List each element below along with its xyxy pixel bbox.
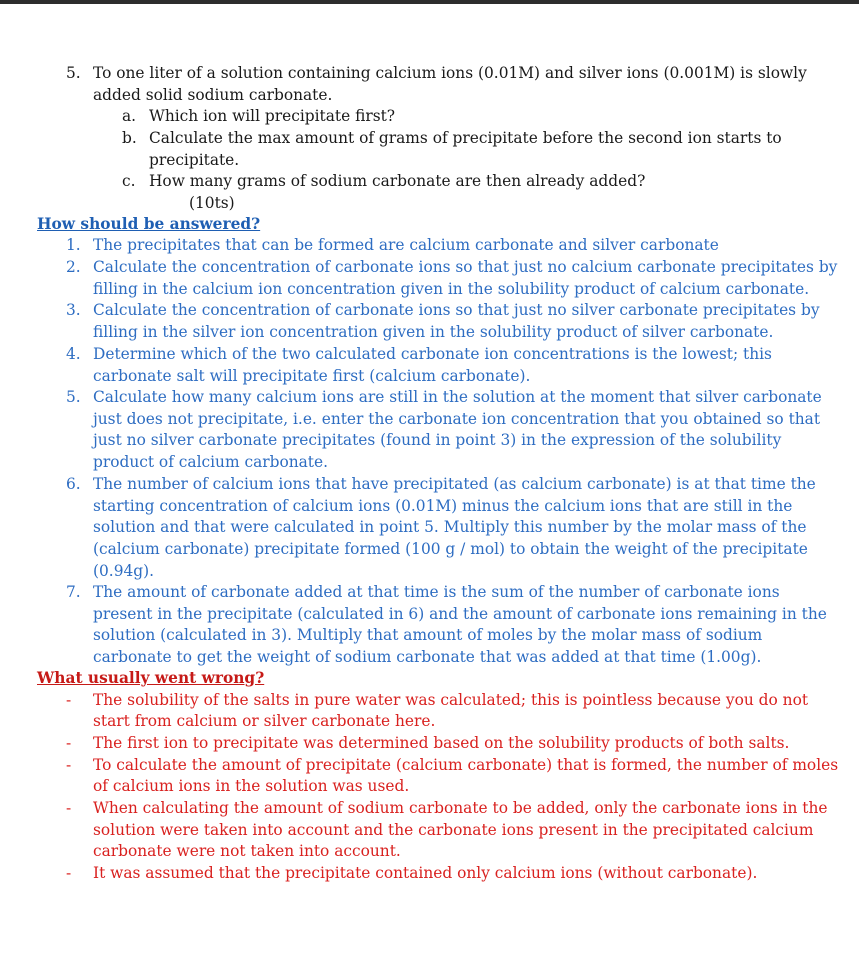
mistake-line: It was assumed that the precipitate contained only calcium ions (without carbonate). [93,864,758,882]
part-text-b: Calculate the max amount of grams of precipitate before the second ion starts to [149,129,782,147]
window-top-bar [0,0,859,4]
mistake-line: solution were taken into account and the carbonate ions present in the precipitated calcium [93,821,814,839]
step-line: Calculate the concentration of carbonate ions so that just no silver carbonate precipitates by [93,301,820,319]
step-number: 6. [66,475,81,493]
part-label-a: a. [122,107,137,125]
part-text-b: precipitate. [149,151,240,169]
bullet-dash: - [66,756,72,774]
mistake-line: When calculating the amount of sodium carbonate to be added, only the carbonate ions in the [93,799,828,817]
step-line: (calcium carbonate) precipitate formed (100 g / mol) to obtain the weight of the precipitate [93,540,808,558]
part-text-a: Which ion will precipitate first? [149,107,396,125]
step-line: present in the precipitate (calculated in 6) and the amount of carbonate ions remaining in the [93,605,827,623]
question-points: (10ts) [189,194,235,212]
step-number: 2. [66,258,81,276]
step-line: Determine which of the two calculated carbonate ion concentrations is the lowest; this [93,345,772,363]
part-text-c: How many grams of sodium carbonate are then already added? [149,172,646,190]
mistake-line: start from calcium or silver carbonate here. [93,712,436,730]
bullet-dash: - [66,691,72,709]
step-number: 3. [66,301,81,319]
question-number: 5. [66,64,81,82]
bullet-dash: - [66,864,72,882]
step-number: 7. [66,583,81,601]
step-line: just no silver carbonate precipitates (found in point 3) in the expression of the solubility [93,431,782,449]
answer-heading: How should be answered? [37,215,261,233]
mistake-line: To calculate the amount of precipitate (calcium carbonate) that is formed, the number of moles [93,756,839,774]
step-line: (0.94g). [93,562,155,580]
step-line: The amount of carbonate added at that time is the sum of the number of carbonate ions [93,583,780,601]
step-line: carbonate salt will precipitate first (calcium carbonate). [93,367,531,385]
mistake-line: The first ion to precipitate was determined based on the solubility products of both salts. [93,734,790,752]
step-line: starting concentration of calcium ions (0.01M) minus the calcium ions that are still in the [93,497,793,515]
question-line: added solid sodium carbonate. [93,86,333,104]
step-number: 5. [66,388,81,406]
step-line: filling in the calcium ion concentration given in the solubility product of calcium carbonate. [93,280,810,298]
step-number: 4. [66,345,81,363]
mistakes-heading: What usually went wrong? [37,669,265,687]
step-line: solution (calculated in 3). Multiply that amount of moles by the molar mass of sodium [93,626,763,644]
step-line: solution and that were calculated in point 5. Multiply this number by the molar mass of the [93,518,807,536]
step-line: filling in the silver ion concentration given in the solubility product of silver carbonate. [93,323,774,341]
step-line: The precipitates that can be formed are calcium carbonate and silver carbonate [93,236,719,254]
mistake-line: of calcium ions in the solution was used. [93,777,410,795]
step-line: carbonate to get the weight of sodium carbonate that was added at that time (1.00g). [93,648,762,666]
part-label-b: b. [122,129,137,147]
bullet-dash: - [66,734,72,752]
question-line: To one liter of a solution containing calcium ions (0.01M) and silver ions (0.001M) is slowly [93,64,807,82]
bullet-dash: - [66,799,72,817]
step-line: The number of calcium ions that have precipitated (as calcium carbonate) is at that time the [93,475,816,493]
mistake-line: carbonate were not taken into account. [93,842,401,860]
step-line: Calculate the concentration of carbonate ions so that just no calcium carbonate precipitates by [93,258,838,276]
mistake-line: The solubility of the salts in pure water was calculated; this is pointless because you do not [93,691,809,709]
step-line: Calculate how many calcium ions are still in the solution at the moment that silver carbonate [93,388,822,406]
step-line: product of calcium carbonate. [93,453,328,471]
step-number: 1. [66,236,81,254]
part-label-c: c. [122,172,136,190]
step-line: just does not precipitate, i.e. enter the carbonate ion concentration that you obtained so that [93,410,821,428]
